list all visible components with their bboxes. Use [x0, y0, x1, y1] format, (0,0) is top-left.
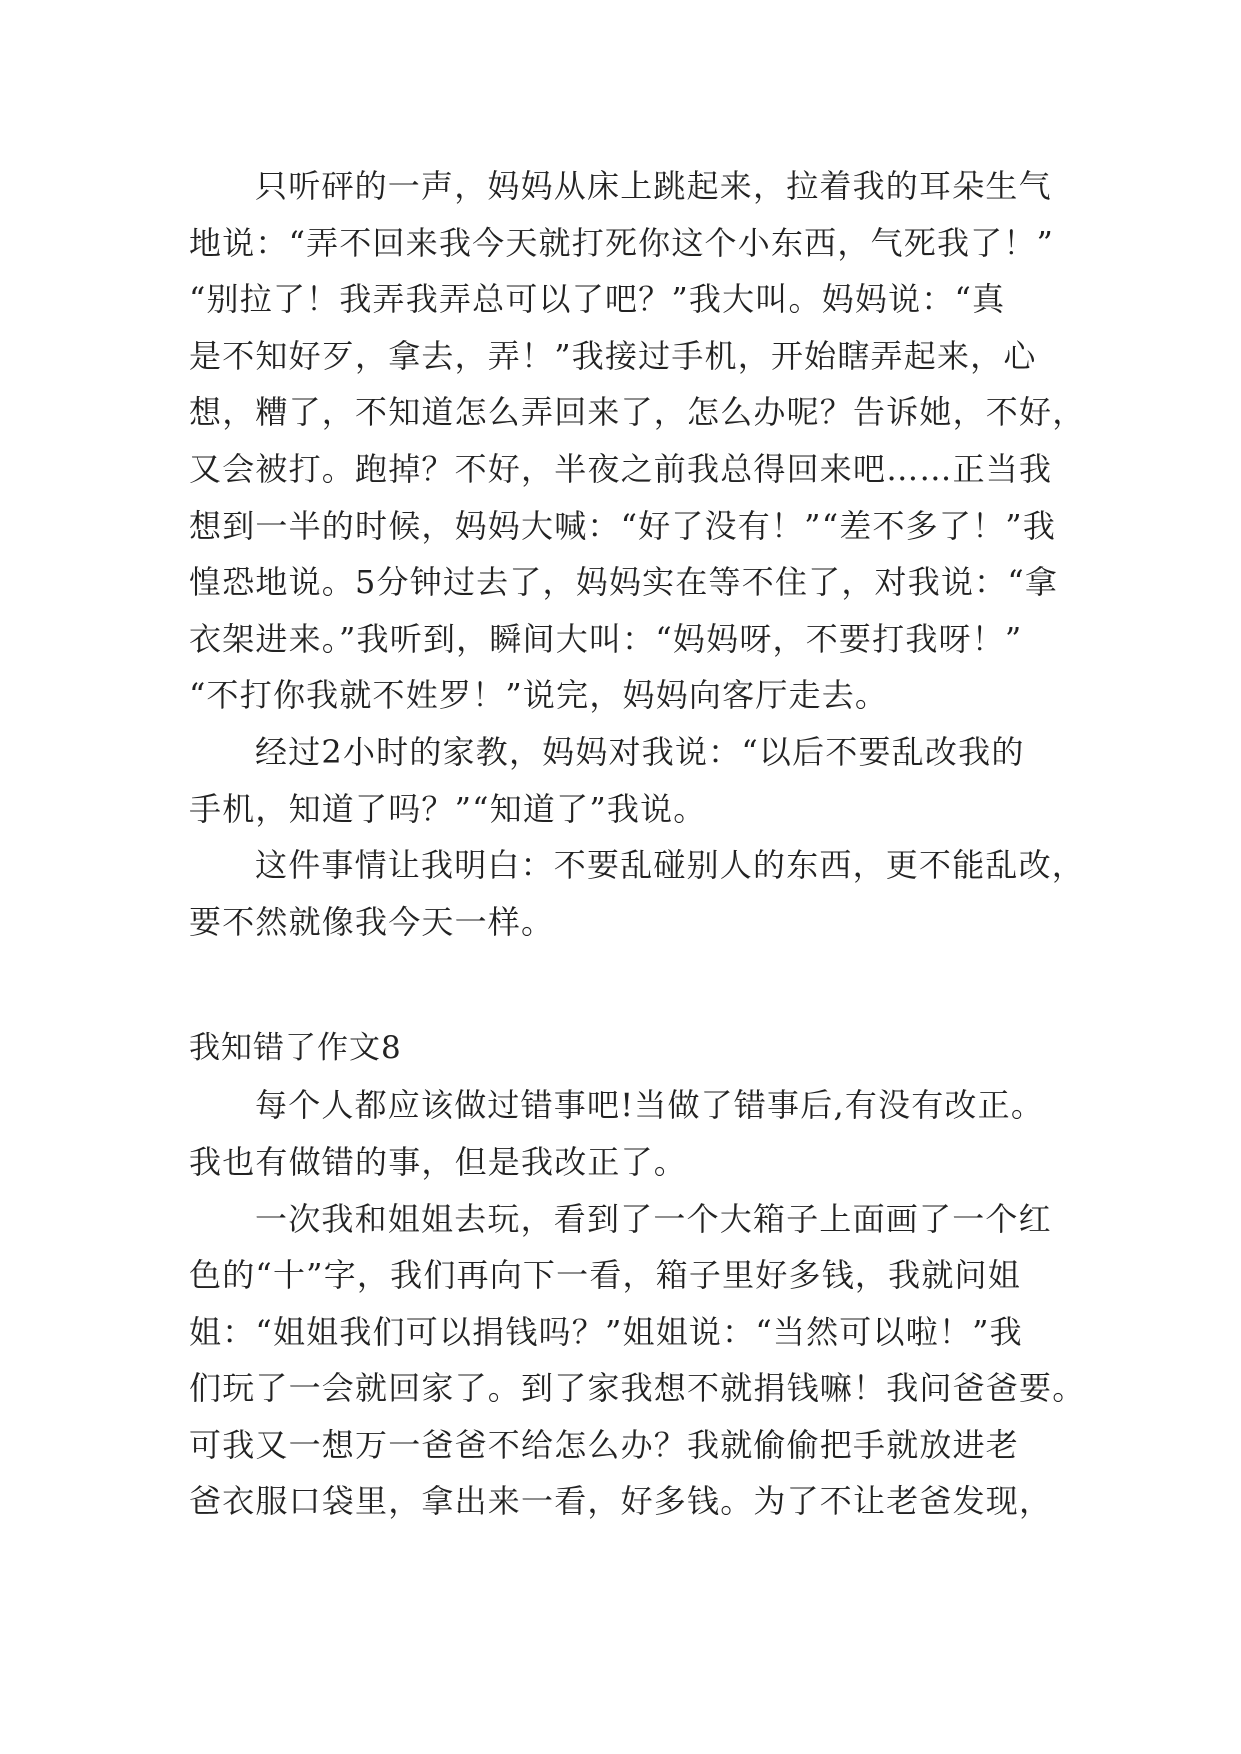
essay-title: 我知错了作文8: [189, 1030, 402, 1067]
text-line: 我也有做错的事，但是我改正了。: [189, 1142, 688, 1181]
paragraph: [189, 1077, 1059, 1190]
text-line: 爸衣服口袋里，拿出来一看，好多钱。为了不让老爸发现，: [189, 1482, 1053, 1521]
paragraph: [189, 837, 1086, 950]
text-line: 要不然就像我今天一样。: [189, 902, 555, 941]
text-line: 这件事情让我明白：不要乱碰别人的东西，更不能乱改，: [255, 846, 1086, 885]
text-line: 是不知好歹，拿去，弄！”我接过手机，开始瞎弄起来，心: [189, 336, 1037, 375]
text-line: 想，糟了，不知道怎么弄回来了，怎么办呢？告诉她，不好，: [189, 393, 1086, 432]
text-line: 们玩了一会就回家了。到了家我想不就捐钱嘛！我问爸爸要。: [189, 1369, 1086, 1408]
text-line: 只听砰的一声，妈妈从床上跳起来，拉着我的耳朵生气: [255, 167, 1052, 205]
paragraph: [189, 1191, 1086, 1531]
text-line: “别拉了！我弄我弄总可以了吧？”我大叫。妈妈说：“真: [189, 280, 1006, 319]
text-line: 可我又一想万一爸爸不给怎么办？我就偷偷把手就放进老: [189, 1425, 1020, 1464]
paragraph: [189, 158, 1086, 724]
paragraph: [189, 724, 1059, 837]
text-line: 又会被打。跑掉？不好，半夜之前我总得回来吧……正当我: [189, 449, 1053, 488]
text-line: 每个人都应该做过错事吧!当做了错事后,有没有改正。: [255, 1086, 1045, 1125]
text-line: “不打你我就不姓罗！”说完，妈妈向客厅走去。: [189, 676, 889, 715]
text-line: 地说：“弄不回来我今天就打死你这个小东西，气死我了！”: [189, 223, 1055, 262]
text-line: 惶恐地说。5分钟过去了，妈妈实在等不住了，对我说：“拿: [189, 563, 1059, 602]
section-gap: [189, 950, 1059, 1020]
document-page: [189, 158, 1086, 1530]
text-line: 经过2小时的家教，妈妈对我说：“以后不要乱改我的: [255, 732, 1025, 771]
text-line: 想到一半的时候，妈妈大喊：“好了没有！”“差不多了！”我: [189, 506, 1057, 545]
text-line: 姐：“姐姐我们可以捐钱吗？”姐姐说：“当然可以啦！”我: [189, 1312, 1023, 1351]
text-line: 手机，知道了吗？”“知道了”我说。: [189, 789, 707, 828]
text-line: 一次我和姐姐去玩，看到了一个大箱子上面画了一个红: [255, 1199, 1052, 1238]
text-line: 衣架进来。”我听到，瞬间大叫：“妈妈呀，不要打我呀！”: [189, 619, 1023, 658]
text-line: 色的“十”字，我们再向下一看，箱子里好多钱，我就问姐: [189, 1256, 1021, 1295]
